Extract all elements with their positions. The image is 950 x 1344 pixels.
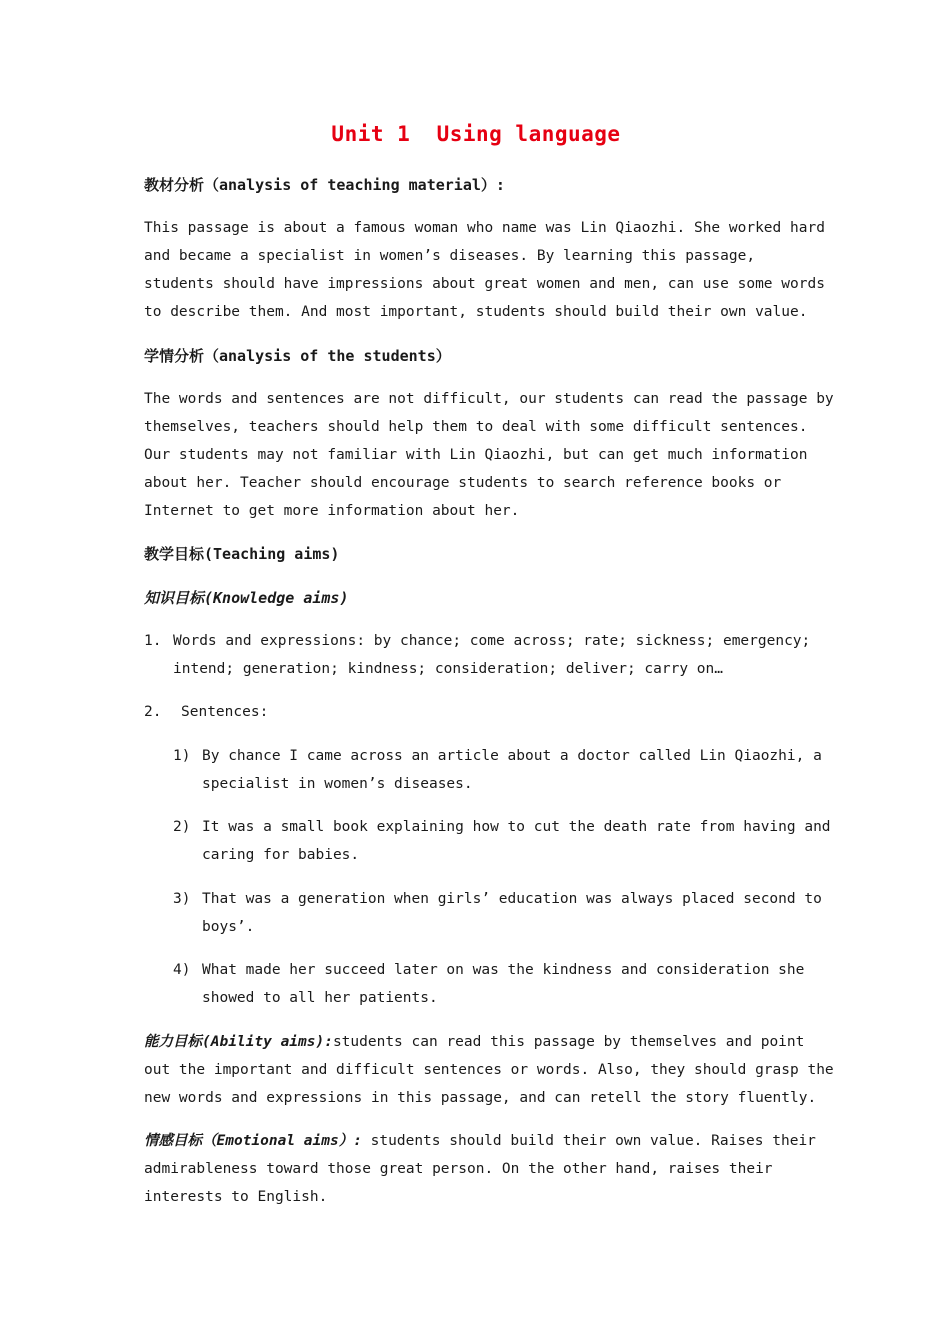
list-line: Words and expressions: by chance; come across; rate; sickness; emergency; — [173, 633, 811, 649]
paragraph-line: to describe them. And most important, students should build their own value. — [144, 304, 808, 320]
paragraph-line: themselves, teachers should help them to deal with some difficult sentences. — [144, 419, 808, 435]
sentence-line: It was a small book explaining how to cut the death rate from having and — [202, 819, 831, 835]
sentence-line: specialist in women’s diseases. — [202, 776, 473, 792]
sentence-line: caring for babies. — [202, 847, 360, 863]
words-expressions-item — [173, 627, 810, 683]
sentence-number: 1) — [173, 748, 191, 764]
paragraph-line: new words and expressions in this passage, and can retell the story fluently. — [144, 1090, 817, 1106]
sentence-item — [202, 742, 822, 798]
sentence-number: 2) — [173, 819, 191, 835]
paragraph-line: and became a specialist in women’s diseases. By learning this passage, — [144, 248, 756, 264]
list-line: intend; generation; kindness; consideration; deliver; carry on… — [173, 661, 723, 677]
emotional-aims-text: students should build their own value. Raises their — [361, 1133, 816, 1149]
paragraph-line: interests to English. — [144, 1189, 328, 1205]
paragraph-line: Internet to get more information about her. — [144, 503, 520, 519]
sentence-item — [202, 885, 822, 941]
paragraph-line: out the important and difficult sentences or words. Also, they should grasp the — [144, 1062, 834, 1078]
paragraph-line: The words and sentences are not difficult, our students can read the passage by — [144, 391, 834, 407]
paragraph-line — [144, 1028, 810, 1056]
sentences-label: Sentences: — [181, 704, 269, 720]
paragraph-line: This passage is about a famous woman who name was Lin Qiaozhi. She worked hard — [144, 220, 825, 236]
paragraph-line — [144, 1127, 816, 1155]
material-analysis-heading: 教材分析（analysis of teaching material）: — [144, 176, 505, 194]
ability-aims-label: 能力目标(Ability aims): — [144, 1034, 333, 1050]
list-number: 1. — [144, 633, 162, 649]
sentence-item — [202, 956, 808, 1012]
students-analysis-heading: 学情分析（analysis of the students） — [144, 347, 451, 365]
sentence-line: showed to all her patients. — [202, 990, 438, 1006]
students-analysis-paragraph — [144, 385, 834, 525]
knowledge-aims-heading: 知识目标(Knowledge aims) — [144, 589, 349, 607]
teaching-aims-heading: 教学目标(Teaching aims) — [144, 545, 340, 563]
sentence-number: 4) — [173, 962, 191, 978]
sentence-line: What made her succeed later on was the kindness and consideration she — [202, 962, 805, 978]
paragraph-line: Our students may not familiar with Lin Qiaozhi, but can get much information — [144, 447, 808, 463]
paragraph-line: students should have impressions about great women and men, can use some words — [144, 276, 825, 292]
sentence-number: 3) — [173, 891, 191, 907]
sentence-line: By chance I came across an article about a doctor called Lin Qiaozhi, a — [202, 748, 822, 764]
page-title: Unit 1 Using language — [331, 122, 621, 146]
sentence-item — [202, 813, 831, 869]
ability-aims-paragraph — [144, 1028, 834, 1112]
emotional-aims-paragraph — [144, 1127, 816, 1211]
sentence-line: That was a generation when girls’ education was always placed second to — [202, 891, 822, 907]
material-analysis-paragraph — [144, 214, 825, 326]
emotional-aims-label: 情感目标（Emotional aims）: — [144, 1133, 362, 1149]
paragraph-line: admirableness toward those great person. On the other hand, raises their — [144, 1161, 773, 1177]
list-number: 2. — [144, 704, 162, 720]
sentence-line: boys’. — [202, 919, 255, 935]
ability-aims-text: students can read this passage by themselves and point — [332, 1034, 805, 1050]
paragraph-line: about her. Teacher should encourage students to search reference books or — [144, 475, 782, 491]
